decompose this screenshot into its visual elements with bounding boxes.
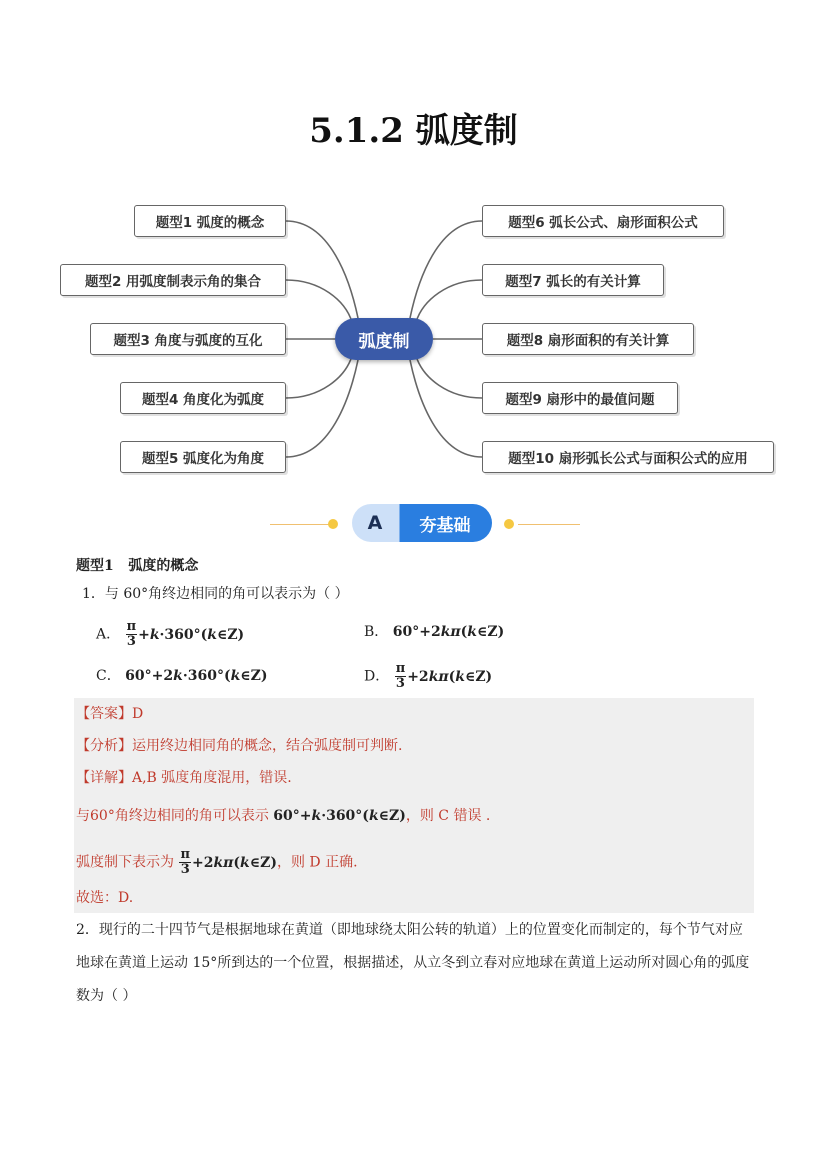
detail-d-pre: 弧度制下表示为 <box>76 854 174 871</box>
topic-node-1: 题型1 弧度的概念 <box>134 205 286 237</box>
option-d <box>364 662 492 691</box>
question-1-stem: 1．与 60°角终边相同的角可以表示为（ ） <box>82 586 349 602</box>
page-title: 5.1.2 弧度制 <box>309 111 518 151</box>
detail-text: A,B 弧度角度混用，错误. <box>132 770 292 786</box>
topic-node-10: 题型10 扇形弧长公式与面积公式的应用 <box>482 441 774 473</box>
detail-c-post: ，则 C 错误 . <box>405 808 491 824</box>
topic-node-4: 题型4 角度化为弧度 <box>120 382 286 414</box>
analysis-line <box>76 736 402 756</box>
banner-letter: A <box>367 512 383 534</box>
analysis-tag: 【分析】 <box>76 738 132 754</box>
question-2-text: 2．现行的二十四节气是根据地球在黄道（即地球绕太阳公转的轨道）上的位置变化而制定的，每个节气对应地球在黄道上运动 15°所到达的一个位置，根据描述，从立冬到立春对应地球在黄道上运动所对圆心角的弧度数为（ ） <box>76 922 750 1004</box>
analysis-text: 运用终边相同角的概念，结合弧度制可判断. <box>132 738 403 754</box>
option-c-formula: 60°+2k·360°(k∈Z) <box>125 668 268 684</box>
topic-name: 弧度的概念 <box>128 558 199 574</box>
option-c-label: C． <box>96 668 121 684</box>
detail-line-d <box>76 848 358 877</box>
option-a <box>96 620 244 649</box>
section-banner <box>270 503 580 543</box>
answer-tag: 【答案】 <box>76 706 132 722</box>
option-b <box>364 622 504 642</box>
detail-c-formula: 60°+k·360°(k∈Z) <box>273 808 406 824</box>
topic-label: 题型1 <box>76 558 114 574</box>
answer-line <box>76 704 143 724</box>
option-a-formula: $\frac{\pi}{3}$ +k·360°(k∈Z) <box>126 619 245 649</box>
topic-node-5: 题型5 弧度化为角度 <box>120 441 286 473</box>
topic-node-7: 题型7 弧长的有关计算 <box>482 264 664 296</box>
banner-dot-left <box>328 519 338 529</box>
detail-d-post: ，则 D 正确. <box>276 854 358 871</box>
answer-value: D <box>132 706 144 722</box>
option-d-label: D． <box>364 668 390 685</box>
mind-map-center: 弧度制 <box>335 318 433 360</box>
detail-d-formula: $\frac{\pi}{3}$ +2kπ(k∈Z) <box>180 847 277 877</box>
banner-label: 夯基础 <box>419 515 471 536</box>
option-b-formula: 60°+2kπ(k∈Z) <box>392 624 505 640</box>
banner-line-right <box>518 524 580 525</box>
topic-node-2: 题型2 用弧度制表示角的集合 <box>60 264 286 296</box>
banner-line-left <box>270 524 332 525</box>
option-d-formula: $\frac{\pi}{3}$ +2kπ(k∈Z) <box>395 661 493 691</box>
topic-node-8: 题型8 扇形面积的有关计算 <box>482 323 694 355</box>
detail-line <box>76 768 292 788</box>
topic-node-3: 题型3 角度与弧度的互化 <box>90 323 286 355</box>
detail-line-c <box>76 806 490 826</box>
mind-map <box>0 190 827 490</box>
option-b-label: B． <box>364 624 389 640</box>
topic-heading <box>76 556 198 576</box>
detail-c-pre: 与60°角终边相同的角可以表示 <box>76 808 269 824</box>
option-c <box>96 666 268 686</box>
topic-node-9: 题型9 扇形中的最值问题 <box>482 382 678 414</box>
topic-node-6: 题型6 弧长公式、扇形面积公式 <box>482 205 724 237</box>
banner-dot-right <box>504 519 514 529</box>
detail-tag: 【详解】 <box>76 770 132 786</box>
option-a-label: A． <box>96 626 121 643</box>
conclusion-line: 故选：D. <box>76 890 134 906</box>
